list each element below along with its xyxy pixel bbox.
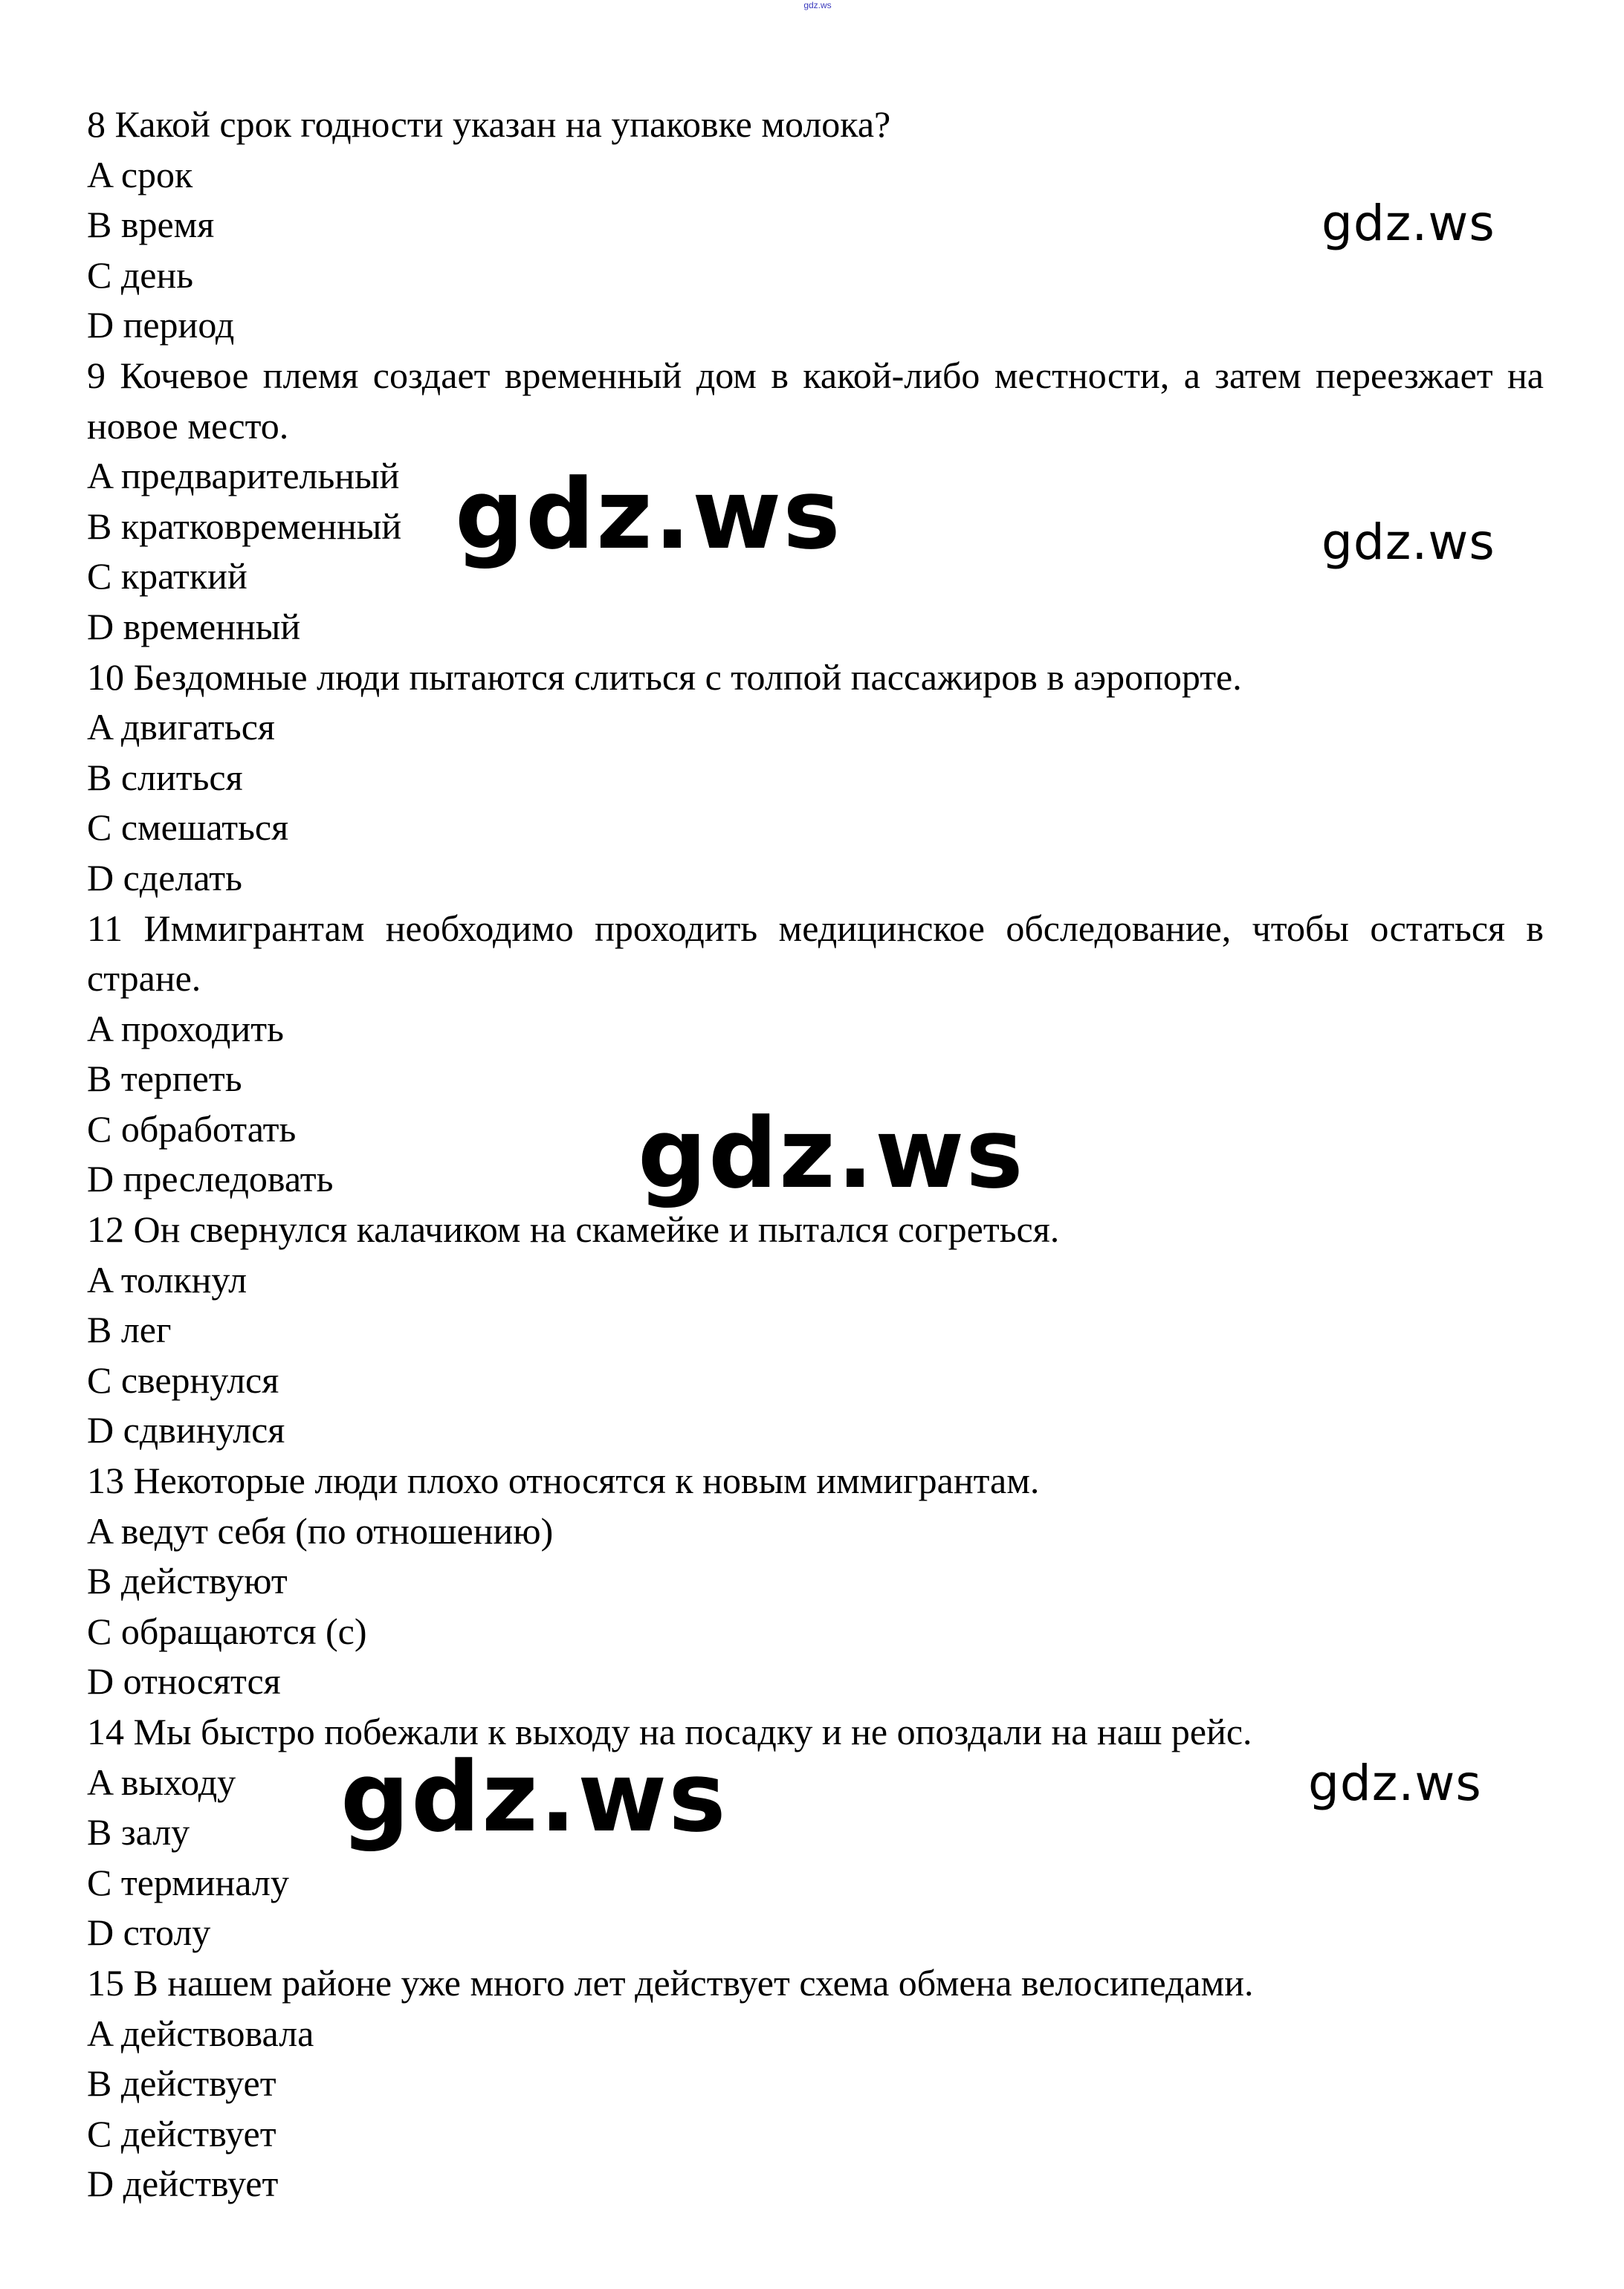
option-d: D столу <box>87 1911 211 1954</box>
option-c: C обработать <box>87 1107 297 1150</box>
question-text: 8 Какой срок годности указан на упаковке молока? <box>87 103 891 145</box>
option-d: D период <box>87 304 235 346</box>
watermark: gdz.ws <box>1321 195 1495 252</box>
watermark: gdz.ws <box>1321 514 1495 571</box>
question-12 <box>87 1205 1544 1456</box>
option-c: C краткий <box>87 555 248 598</box>
question-text: 9 Кочевое племя создает временный дом в какой-либо местности, а затем переезжает на новое место. <box>87 354 1544 447</box>
option-a: A ведут себя (по отношению) <box>87 1509 554 1552</box>
option-c: C обращаются (с) <box>87 1610 367 1652</box>
option-a: A выходу <box>87 1761 236 1803</box>
question-text: 13 Некоторые люди плохо относятся к новым иммигрантам. <box>87 1460 1040 1502</box>
option-d: D относятся <box>87 1660 281 1703</box>
watermark: gdz.ws <box>1308 1755 1482 1812</box>
option-a: A толкнул <box>87 1258 248 1301</box>
option-b: B действует <box>87 2062 276 2105</box>
option-c: C действует <box>87 2112 276 2154</box>
option-b: B слиться <box>87 756 243 798</box>
option-c: C день <box>87 253 194 296</box>
option-b: B кратковременный <box>87 505 402 547</box>
option-d: D сдвинулся <box>87 1409 285 1451</box>
question-13 <box>87 1456 1544 1707</box>
option-d: D преследовать <box>87 1158 334 1200</box>
option-a: A двигаться <box>87 706 275 748</box>
option-d: D действует <box>87 2163 279 2205</box>
question-text: 10 Бездомные люди пытаются слиться с толпой пассажиров в аэропорте. <box>87 655 1242 698</box>
option-b: B действуют <box>87 1560 288 1602</box>
option-a: A срок <box>87 153 193 195</box>
question-text: 12 Он свернулся калачиком на скамейке и пытался согреться. <box>87 1208 1060 1251</box>
option-b: B время <box>87 204 215 246</box>
option-c: C свернулся <box>87 1359 279 1401</box>
option-c: C терминалу <box>87 1861 289 1903</box>
question-15 <box>87 1958 1544 2209</box>
option-d: D временный <box>87 605 301 647</box>
option-c: C смешаться <box>87 806 289 849</box>
header-mark: gdz.ws <box>803 0 832 10</box>
question-14 <box>87 1707 1544 1958</box>
question-text: 15 В нашем районе уже много лет действует схема обмена велосипедами. <box>87 1961 1254 2004</box>
option-b: B залу <box>87 1811 190 1853</box>
option-a: A проходить <box>87 1007 284 1049</box>
option-d: D сделать <box>87 856 242 899</box>
question-text: 11 Иммигрантам необходимо проходить медицинское обследование, чтобы остаться в стране. <box>87 907 1544 1000</box>
question-text: 14 Мы быстро побежали к выходу на посадку и не опоздали на наш рейс. <box>87 1711 1252 1752</box>
question-10 <box>87 653 1544 904</box>
watermark: gdz.ws <box>340 1741 728 1853</box>
watermark: gdz.ws <box>638 1097 1025 1210</box>
option-a: A действовала <box>87 2012 314 2054</box>
option-b: B лег <box>87 1309 172 1351</box>
option-b: B терпеть <box>87 1058 242 1100</box>
option-a: A предварительный <box>87 455 400 497</box>
watermark: gdz.ws <box>455 458 842 571</box>
